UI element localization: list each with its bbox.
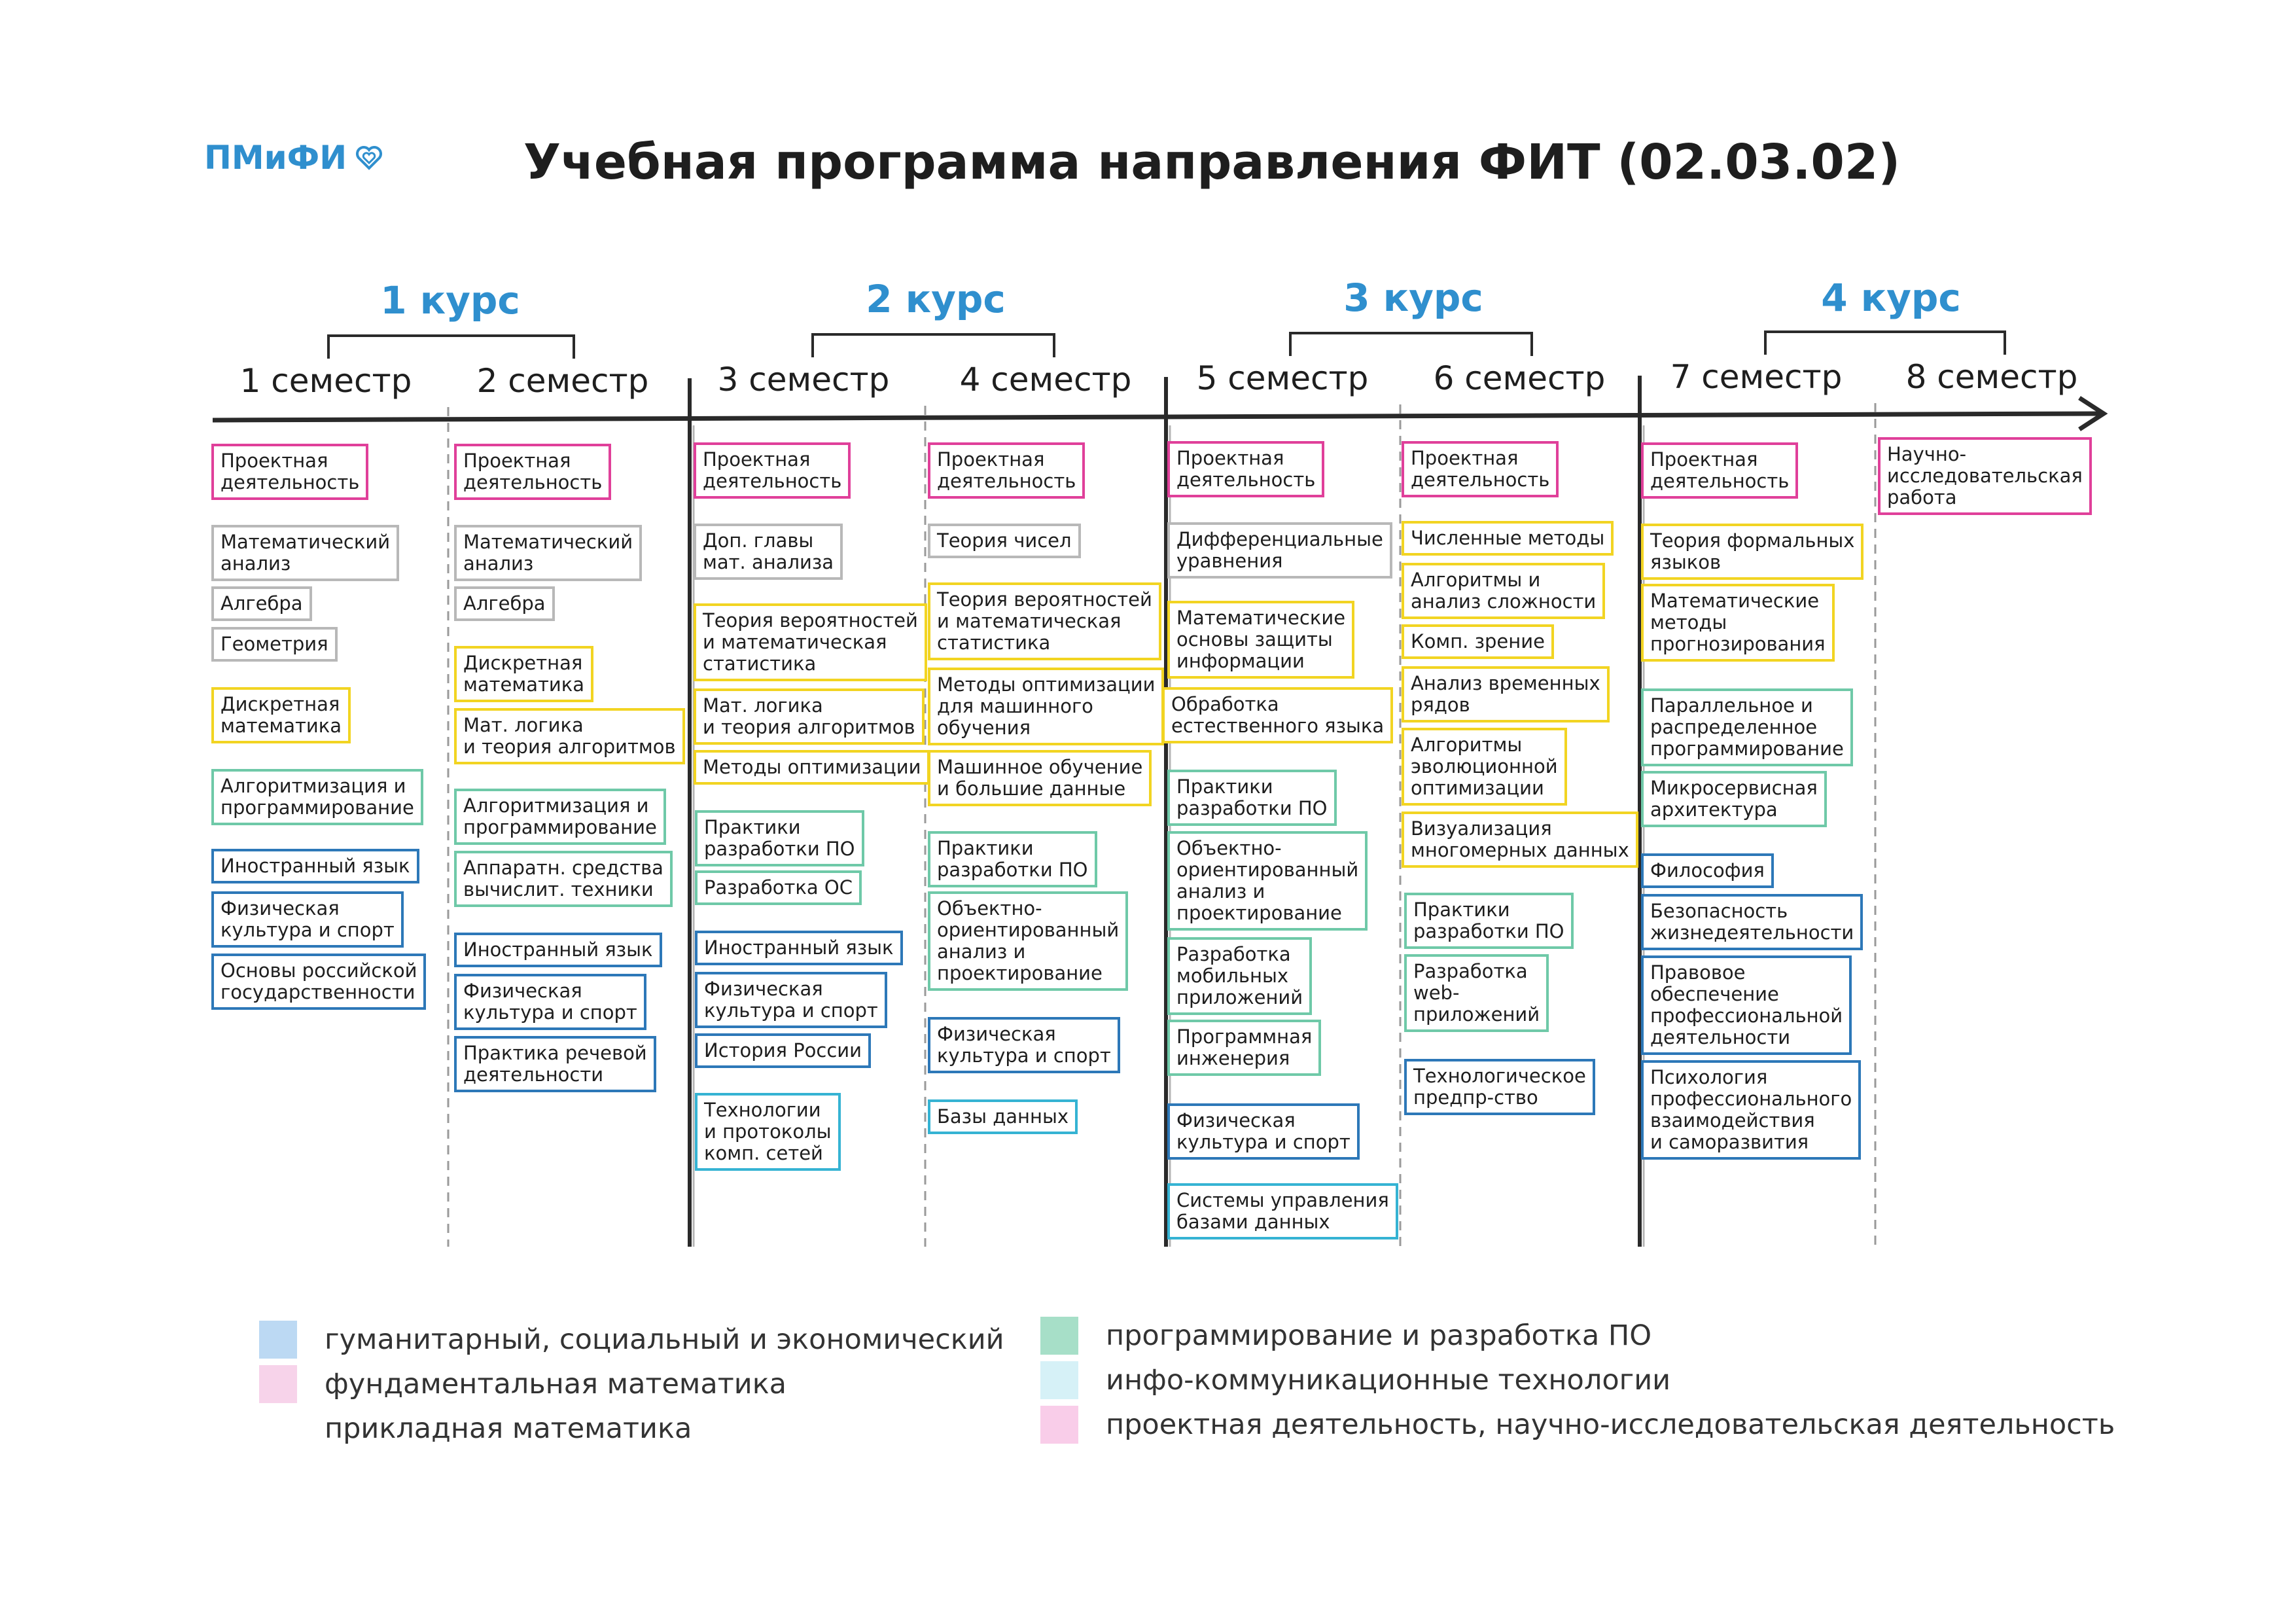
course-box: Доп. главы мат. анализа (694, 524, 843, 580)
semester-2-label: 2 семестр (476, 362, 649, 400)
semester-3-label: 3 семестр (717, 361, 890, 399)
course-box: Практики разработки ПО (928, 831, 1097, 887)
course-box: Алгоритмы и анализ сложности (1402, 563, 1605, 619)
course-box: Параллельное и распределенное программирование (1641, 688, 1853, 766)
course-box: Теория формальных языков (1641, 524, 1863, 580)
course-box: Физическая культура и спорт (695, 972, 887, 1028)
legend-left (259, 1321, 1004, 1448)
legend-swatch (1040, 1317, 1078, 1355)
course-box: Проектная деятельность (211, 444, 368, 500)
course-box: Математический анализ (454, 525, 642, 581)
page-title: Учебная программа направления ФИТ (02.03.02) (523, 134, 1901, 190)
course-box: Геометрия (211, 627, 338, 662)
course-box: Иностранный язык (211, 849, 419, 883)
course-box: Аппаратн. средства вычислит. техники (454, 851, 673, 907)
course-box: Практики разработки ПО (1404, 893, 1574, 949)
course-box: Визуализация многомерных данных (1402, 812, 1638, 868)
course-box: Математические основы защиты информации (1167, 601, 1354, 679)
course-box: Теория вероятностей и математическая статистика (928, 582, 1161, 660)
course-box: Алгоритмизация и программирование (211, 769, 423, 825)
course-box: Безопасность жизнедеятельности (1641, 894, 1863, 950)
course-box: Проектная деятельность (454, 444, 611, 500)
legend-swatch (259, 1321, 297, 1359)
course-box: Анализ временных рядов (1402, 666, 1610, 722)
course-box: Физическая культура и спорт (454, 974, 646, 1030)
course-box: Проектная деятельность (1167, 441, 1324, 497)
legend-label: гуманитарный, социальный и экономический (325, 1323, 1004, 1356)
course-box: Микросервисная архитектура (1641, 771, 1827, 827)
course-box: История России (695, 1033, 871, 1068)
course-box: Методы оптимизации (694, 750, 930, 785)
course-box: Методы оптимизации для машинного обучения (928, 668, 1164, 745)
course-box: Мат. логика и теория алгоритмов (454, 708, 685, 764)
course-box: Физическая культура и спорт (928, 1017, 1120, 1073)
course-box: Мат. логика и теория алгоритмов (694, 688, 925, 745)
legend-item (259, 1410, 1004, 1448)
legend-item (259, 1365, 1004, 1403)
legend-swatch (1040, 1361, 1078, 1399)
year-brackets (328, 332, 2005, 359)
semester-7-label: 7 семестр (1670, 358, 1843, 396)
course-box: Практики разработки ПО (1167, 770, 1337, 826)
course-box: Дифференциальные уравнения (1167, 522, 1392, 579)
course-box: Разработка мобильных приложений (1167, 937, 1312, 1015)
course-box: Теория вероятностей и математическая статистика (694, 603, 927, 681)
course-box: Научно- исследовательская работа (1878, 437, 2092, 515)
course-box: Машинное обучение и большие данные (928, 750, 1152, 806)
legend-label: прикладная математика (325, 1412, 692, 1445)
course-box: Комп. зрение (1402, 624, 1554, 659)
course-box: Программная инженерия (1167, 1020, 1321, 1076)
course-box: Алгебра (211, 586, 312, 621)
legend-item (1040, 1406, 2115, 1444)
course-box: Алгебра (454, 586, 555, 621)
legend-label: инфо-коммуникационные технологии (1106, 1364, 1671, 1397)
legend-right (1040, 1317, 2115, 1444)
course-box: Математический анализ (211, 525, 399, 581)
course-box: Проектная деятельность (928, 442, 1085, 499)
course-box: Философия (1641, 853, 1774, 888)
course-box: Объектно- ориентированный анализ и проектирование (928, 891, 1128, 991)
course-box: Практики разработки ПО (695, 810, 864, 866)
course-box: Технологии и протоколы комп. сетей (695, 1093, 841, 1171)
legend-item (1040, 1317, 2115, 1355)
legend-label: программирование и разработка ПО (1106, 1319, 1652, 1352)
legend-swatch (259, 1410, 297, 1448)
course-box: Иностранный язык (454, 933, 662, 967)
course-box: Физическая культура и спорт (1167, 1103, 1360, 1160)
logo-text: ПМиФИ (204, 139, 347, 177)
legend-label: фундаментальная математика (325, 1368, 787, 1400)
semester-1-label: 1 семестр (239, 362, 412, 400)
course-box: Разработка ОС (695, 870, 862, 905)
course-box: Численные методы (1402, 521, 1614, 556)
timeline-axis (213, 414, 2100, 420)
course-box: Разработка web- приложений (1404, 954, 1549, 1032)
semester-8-label: 8 семестр (1905, 358, 2078, 396)
course-box: Алгоритмизация и программирование (454, 789, 666, 845)
course-box: Технологическое предпр-ство (1404, 1059, 1595, 1115)
course-box: Обработка естественного языка (1162, 687, 1393, 743)
semester-4-label: 4 семестр (959, 361, 1132, 399)
legend-item (1040, 1361, 2115, 1399)
course-box: Проектная деятельность (694, 442, 851, 499)
course-box: Психология профессионального взаимодействия и саморазвития (1641, 1060, 1861, 1160)
legend-swatch (259, 1365, 297, 1403)
semester-6-label: 6 семестр (1433, 359, 1606, 397)
semester-5-label: 5 семестр (1196, 359, 1369, 397)
legend-item (259, 1321, 1004, 1359)
course-box: Физическая культура и спорт (211, 891, 404, 948)
course-box: Базы данных (928, 1099, 1078, 1134)
course-box: Математические методы прогнозирования (1641, 584, 1835, 662)
legend-swatch (1040, 1406, 1078, 1444)
course-box: Проектная деятельность (1402, 441, 1559, 497)
legend-label: проектная деятельность, научно-исследовательская деятельность (1106, 1408, 2115, 1441)
course-box: Основы российской государственности (211, 954, 426, 1010)
course-box: Системы управления базами данных (1167, 1183, 1398, 1240)
course-box: Теория чисел (928, 524, 1081, 558)
year-4-label: 4 курс (1821, 276, 1961, 320)
course-box: Правовое обеспечение профессиональной деятельности (1641, 955, 1852, 1055)
course-box: Дискретная математика (454, 646, 593, 702)
year-1-label: 1 курс (380, 278, 520, 323)
course-box: Проектная деятельность (1641, 442, 1798, 499)
course-box: Алгоритмы эволюционной оптимизации (1402, 728, 1567, 806)
course-box: Объектно- ориентированный анализ и проектирование (1167, 831, 1368, 931)
year-3-label: 3 курс (1343, 276, 1483, 320)
course-box: Иностранный язык (695, 931, 903, 965)
course-box: Дискретная математика (211, 687, 351, 743)
course-box: Практика речевой деятельности (454, 1036, 656, 1092)
year-2-label: 2 курс (866, 277, 1006, 321)
